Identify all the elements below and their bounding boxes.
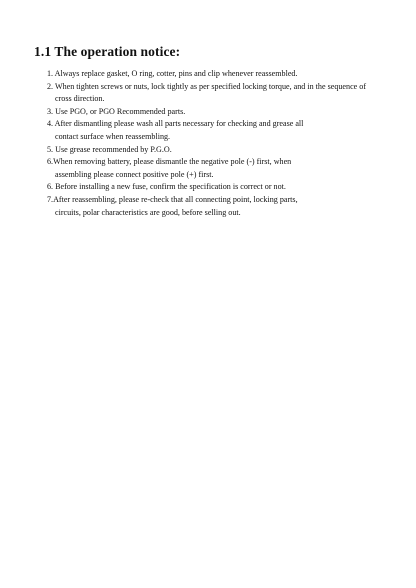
list-item [47, 181, 387, 194]
item-line: 5. Use grease recommended by P.G.O. [47, 144, 172, 154]
list-item [47, 156, 387, 181]
item-line: 4. After dismantling please wash all parts necessary for checking and grease all [47, 119, 304, 129]
item-line: 6.When removing battery, please dismantle the negative pole (-) first, when [47, 157, 292, 167]
item-line-continued: assembling please connect positive pole (+) first. [55, 169, 214, 179]
section-heading: 1.1 The operation notice: [34, 44, 181, 59]
list-item [47, 81, 387, 106]
list-item [47, 106, 387, 119]
item-line-continued: circuits, polar characteristics are good, before selling out. [55, 207, 241, 217]
list-item [47, 194, 387, 219]
list-item [47, 68, 387, 81]
item-line-continued: contact surface when reassembling. [55, 131, 171, 141]
item-line: 3. Use PGO, or PGO Recommended parts. [47, 106, 186, 116]
item-line: 6. Before installing a new fuse, confirm the specification is correct or not. [47, 182, 286, 192]
item-line-continued: cross direction. [55, 94, 105, 104]
item-line: 1. Always replace gasket, O ring, cotter, pins and clip whenever reassembled. [47, 69, 298, 78]
list-item [47, 144, 387, 157]
item-line: 2. When tighten screws or nuts, lock tightly as per specified locking torque, and in the sequence of [47, 81, 367, 91]
list-item [47, 118, 387, 143]
item-line: 7.After reassembling, please re-check that all connecting point, locking parts, [47, 194, 298, 204]
notice-list [47, 68, 387, 219]
